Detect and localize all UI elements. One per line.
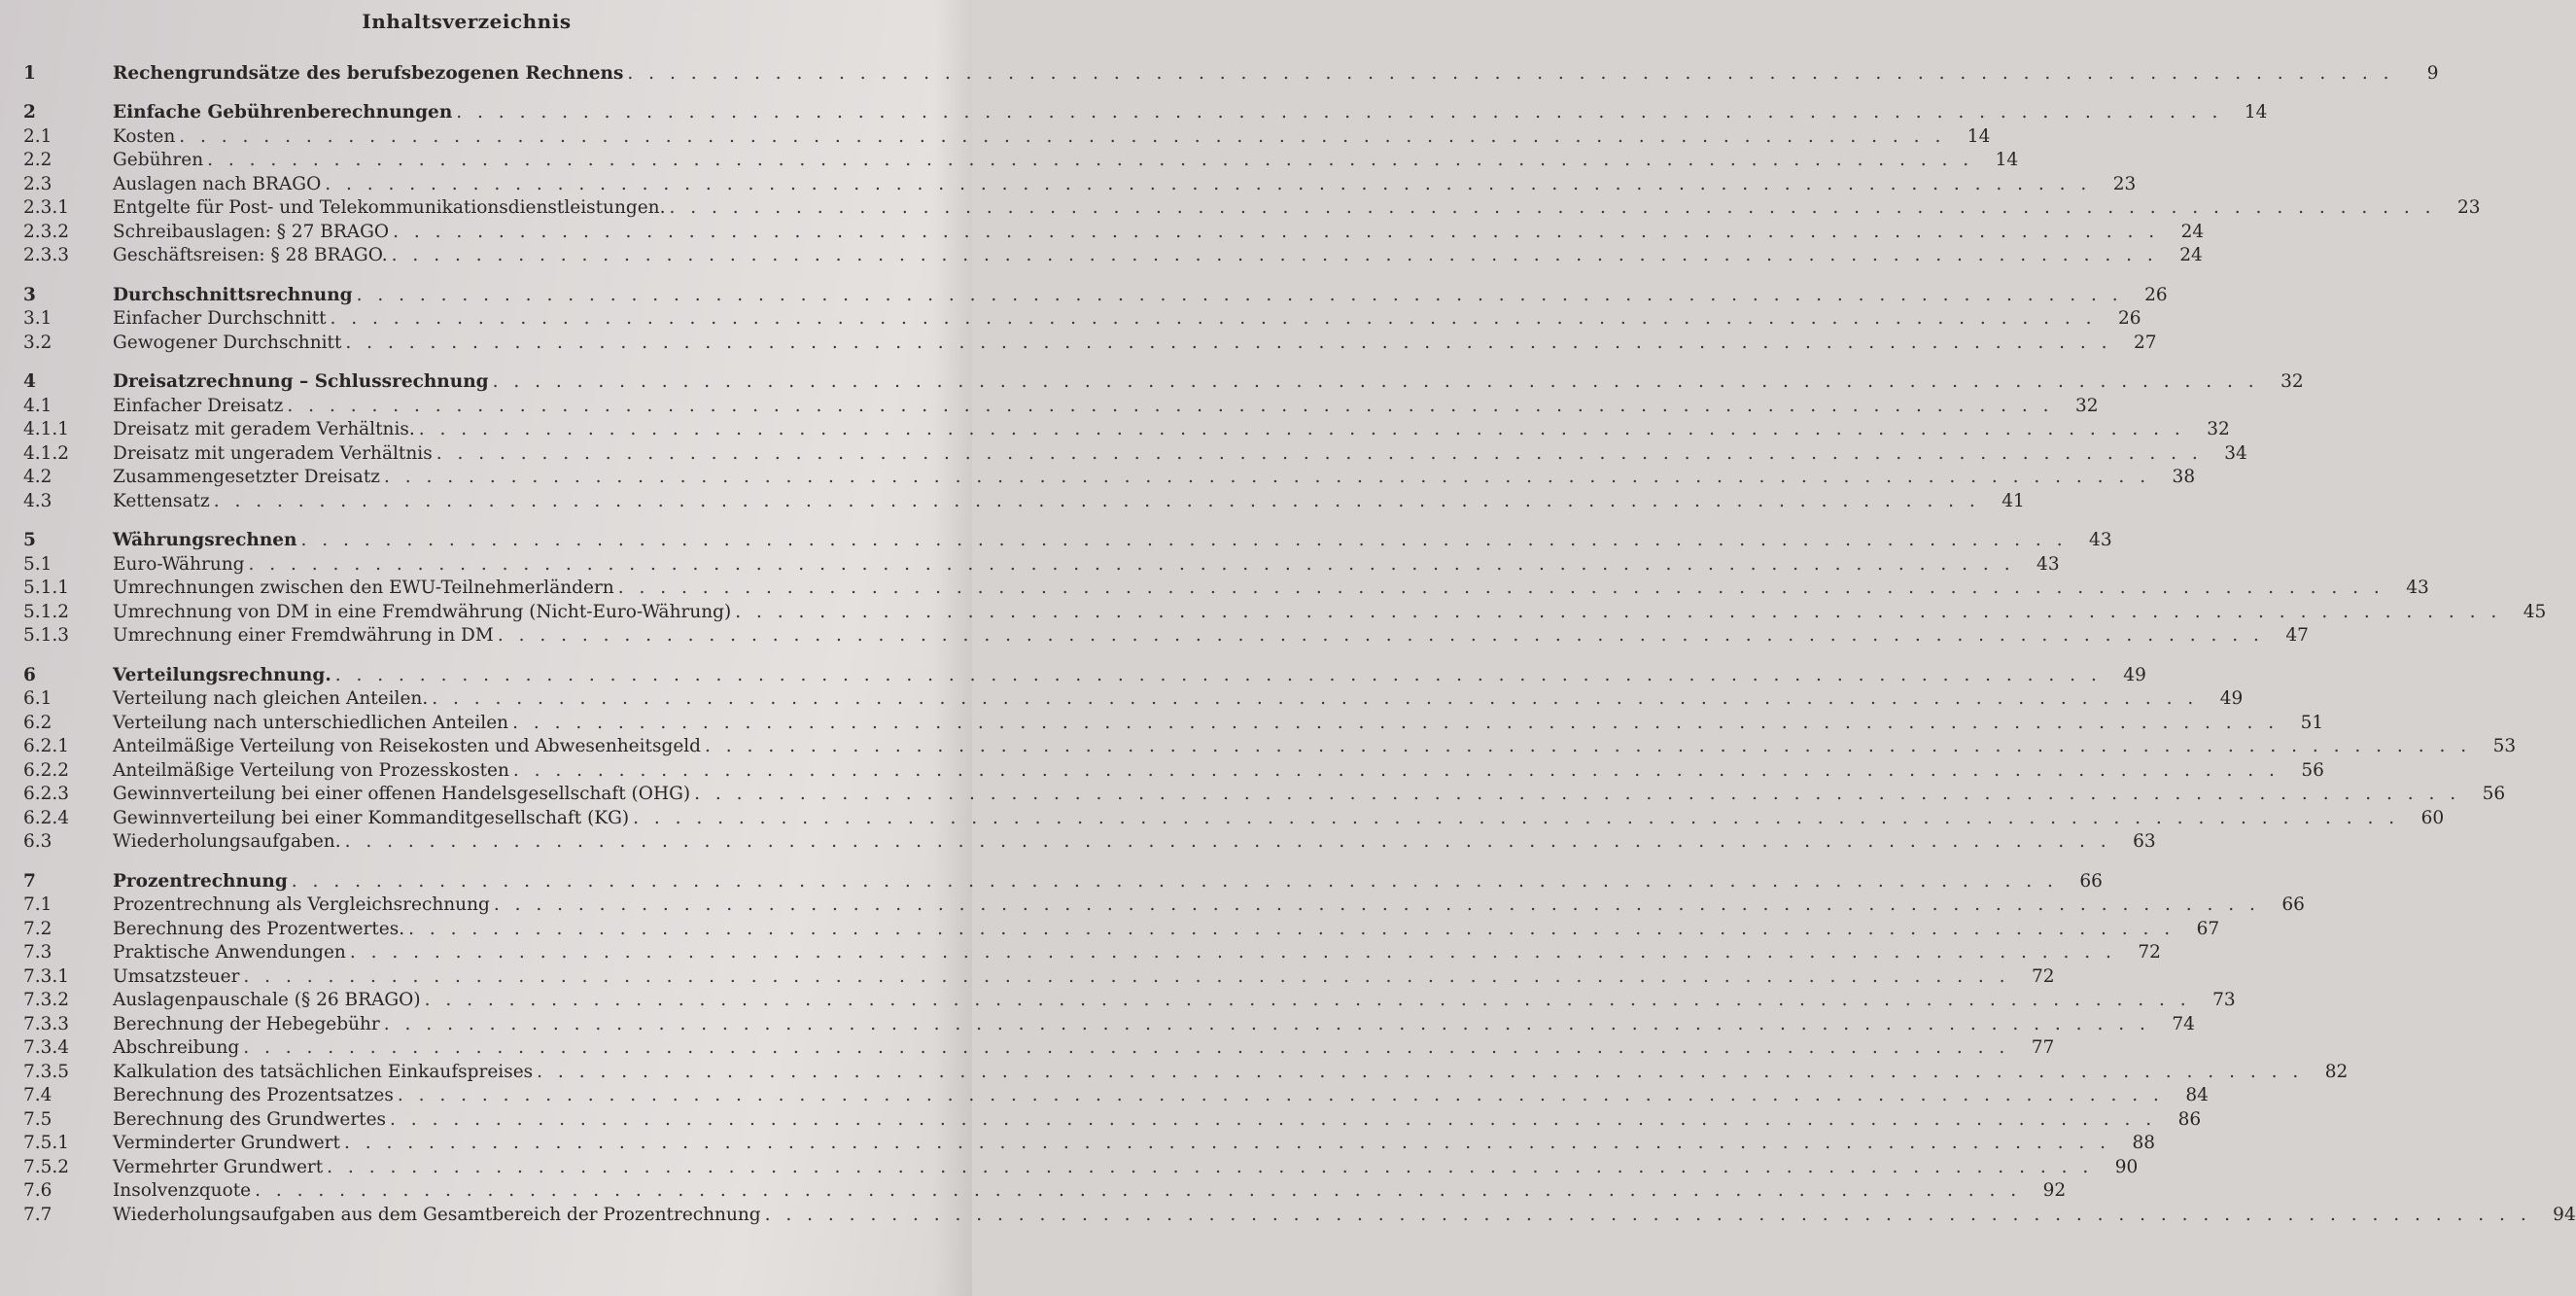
entry-title: Euro-Währung — [113, 553, 245, 575]
toc-entry — [14, 1083, 2209, 1107]
entry-number: 7 — [23, 870, 36, 892]
entry-number: 5.1.2 — [23, 601, 70, 622]
entry-number: 4 — [23, 371, 36, 392]
toc-entry — [14, 1154, 2139, 1178]
entry-page-number: 32 — [2280, 371, 2304, 392]
entry-title: Berechnung des Prozentwertes. — [113, 918, 405, 939]
entry-page-number: 82 — [2324, 1061, 2349, 1082]
entry-page-number: 51 — [2300, 712, 2324, 733]
entry-number: 2.3 — [23, 173, 52, 194]
dot-leader — [175, 126, 1945, 148]
toc-entry — [14, 757, 2324, 782]
entry-page-number: 94 — [2553, 1204, 2576, 1225]
toc-entry — [14, 440, 2247, 465]
page-title: Inhaltsverzeichnis — [362, 10, 572, 33]
toc-chapter-entry — [14, 662, 2146, 686]
dot-leader — [331, 665, 2102, 686]
entry-title: Abschreibung — [113, 1037, 240, 1058]
toc-chapter-entry — [14, 868, 2103, 893]
entry-title: Prozentrechnung als Vergleichsrechnung — [113, 894, 490, 915]
dot-leader — [346, 942, 2116, 963]
toc-entry — [14, 988, 2236, 1012]
entry-page-number: 90 — [2114, 1156, 2139, 1177]
dot-leader — [389, 222, 2159, 243]
dot-leader — [327, 308, 2097, 330]
entry-title: Wiederholungsaufgaben. — [113, 831, 341, 852]
dot-leader — [731, 602, 2501, 623]
entry-number: 1 — [23, 62, 36, 84]
dot-leader — [394, 1085, 2164, 1106]
entry-page-number: 14 — [1995, 150, 2019, 170]
toc-section — [14, 868, 2576, 1226]
entry-page-number: 72 — [2138, 942, 2161, 963]
dot-leader — [239, 966, 2009, 988]
entry-number: 7.5.2 — [23, 1156, 70, 1177]
dot-leader — [701, 736, 2471, 757]
entry-number: 3.1 — [23, 308, 52, 329]
entry-page-number: 41 — [2002, 490, 2025, 511]
dot-leader — [415, 419, 2185, 440]
entry-title: Dreisatz mit geradem Verhältnis. — [113, 419, 415, 439]
toc-entry — [14, 148, 2019, 172]
entry-number: 6.2 — [23, 712, 52, 733]
dot-leader — [690, 784, 2460, 805]
toc-entry — [14, 219, 2205, 243]
toc-entry — [14, 599, 2547, 623]
toc-chapter-entry — [14, 282, 2168, 306]
entry-number: 2.2 — [23, 150, 52, 170]
toc-section — [14, 282, 2168, 354]
entry-title: Vermehrter Grundwert — [113, 1156, 324, 1177]
entry-title: Anteilmäßige Verteilung von Reisekosten und Abwesenheitsgeld — [113, 736, 702, 756]
entry-page-number: 23 — [2457, 197, 2481, 218]
entry-title: Einfacher Durchschnitt — [113, 308, 327, 329]
toc-entry — [14, 1178, 2067, 1203]
dot-leader — [251, 1180, 2021, 1202]
entry-page-number: 14 — [2244, 102, 2268, 123]
entry-title: Auslagenpauschale (§ 26 BRAGO) — [113, 990, 421, 1010]
toc-entry — [14, 734, 2517, 758]
entry-title: Verteilungsrechnung. — [113, 664, 331, 685]
toc-entry — [14, 829, 2156, 854]
dot-leader — [623, 63, 2393, 85]
toc-entry — [14, 1202, 2576, 1226]
entry-title: Verteilung nach unterschiedlichen Anteilen — [113, 712, 509, 733]
entry-number: 7.3.3 — [23, 1013, 70, 1034]
dot-leader — [614, 578, 2385, 599]
toc-entry — [14, 1106, 2202, 1131]
entry-page-number: 72 — [2031, 965, 2055, 987]
entry-title: Umrechnung von DM in eine Fremdwährung (Nicht-Euro-Währung) — [113, 601, 732, 622]
entry-title: Insolvenzquote — [113, 1180, 252, 1201]
toc-chapter-entry — [14, 100, 2268, 124]
toc-section — [14, 369, 2304, 512]
entry-page-number: 14 — [1967, 125, 1991, 147]
entry-number: 2.3.1 — [23, 197, 70, 218]
entry-title: Praktische Anwendungen — [113, 942, 346, 963]
entry-number: 7.7 — [23, 1204, 52, 1225]
entry-title: Berechnung des Prozentsatzes — [113, 1085, 394, 1105]
dot-leader — [239, 1037, 2009, 1059]
entry-number: 5.1.1 — [23, 578, 70, 598]
entry-number: 2.3.2 — [23, 221, 70, 242]
toc-entry — [14, 1131, 2156, 1155]
entry-page-number: 67 — [2196, 918, 2220, 939]
entry-page-number: 56 — [2301, 759, 2324, 781]
entry-number: 4.3 — [23, 490, 52, 511]
entry-page-number: 24 — [2179, 245, 2203, 265]
dot-leader — [340, 1133, 2110, 1154]
dot-leader — [665, 197, 2435, 219]
entry-number: 4.2 — [23, 467, 52, 487]
dot-leader — [388, 245, 2158, 266]
entry-title: Anteilmäßige Verteilung von Prozesskosten — [113, 759, 509, 781]
entry-page-number: 66 — [2079, 870, 2103, 892]
entry-title: Entgelte für Post- und Telekommunikationsdienstleistungen. — [113, 197, 666, 218]
dot-leader — [245, 554, 2015, 576]
entry-page-number: 45 — [2523, 601, 2547, 622]
dot-leader — [494, 625, 2264, 647]
entry-title: Berechnung des Grundwertes — [113, 1108, 387, 1130]
toc-entry — [14, 686, 2244, 711]
entry-title: Dreisatzrechnung – Schlussrechnung — [113, 371, 489, 392]
toc-entry — [14, 782, 2506, 806]
entry-title: Gewinnverteilung bei einer Kommanditgesellschaft (KG) — [113, 807, 630, 828]
toc-section — [14, 528, 2547, 648]
entry-page-number: 56 — [2482, 784, 2506, 804]
dot-leader — [421, 990, 2191, 1011]
entry-number: 7.2 — [23, 918, 52, 939]
entry-number: 6.1 — [23, 688, 52, 709]
entry-title: Umsatzsteuer — [113, 965, 240, 987]
entry-title: Kosten — [113, 125, 176, 147]
toc-entry — [14, 195, 2481, 220]
entry-title: Durchschnittsrechnung — [113, 284, 353, 305]
dot-leader — [353, 285, 2123, 306]
entry-page-number: 34 — [2224, 442, 2247, 464]
entry-page-number: 86 — [2177, 1108, 2202, 1130]
dot-leader — [386, 1109, 2156, 1131]
entry-title: Verteilung nach gleichen Anteilen. — [113, 688, 429, 709]
toc-entry — [14, 710, 2324, 734]
entry-page-number: 24 — [2180, 221, 2205, 242]
entry-number: 7.5 — [23, 1108, 52, 1130]
toc-entry — [14, 963, 2055, 988]
entry-title: Kalkulation des tatsächlichen Einkaufspreises — [113, 1061, 534, 1082]
dot-leader — [404, 919, 2175, 940]
toc-entry — [14, 576, 2429, 600]
entry-number: 5.1.3 — [23, 625, 70, 646]
entry-number: 7.1 — [23, 894, 52, 915]
entry-title: Dreisatz mit ungeradem Verhältnis — [113, 442, 433, 464]
toc-entry — [14, 306, 2141, 331]
toc-entry — [14, 243, 2203, 267]
entry-title: Umrechnungen zwischen den EWU-Teilnehmerländern — [113, 578, 614, 598]
dot-leader — [380, 1014, 2150, 1035]
entry-page-number: 26 — [2118, 308, 2141, 329]
toc-entry — [14, 417, 2230, 441]
dot-leader — [341, 831, 2111, 853]
dot-leader — [428, 688, 2198, 710]
dot-leader — [380, 467, 2150, 488]
entry-page-number: 49 — [2123, 664, 2146, 685]
entry-page-number: 63 — [2133, 831, 2156, 852]
entry-page-number: 84 — [2185, 1085, 2209, 1105]
dot-leader — [489, 371, 2259, 393]
dot-leader — [533, 1062, 2303, 1083]
toc-entry — [14, 893, 2305, 917]
entry-page-number: 92 — [2042, 1180, 2067, 1201]
toc-entry — [14, 465, 2196, 489]
entry-number: 7.3.5 — [23, 1061, 70, 1082]
toc-chapter-entry — [14, 369, 2304, 394]
dot-leader — [508, 713, 2279, 734]
entry-page-number: 43 — [2406, 578, 2429, 598]
entry-number: 5.1 — [23, 553, 52, 575]
entry-title: Einfache Gebührenberechnungen — [113, 102, 453, 123]
entry-page-number: 47 — [2285, 625, 2309, 646]
dot-leader — [210, 491, 1980, 512]
dot-leader — [490, 894, 2260, 916]
entry-number: 2.1 — [23, 125, 52, 147]
entry-number: 5 — [23, 530, 36, 550]
entry-page-number: 38 — [2172, 467, 2196, 487]
entry-page-number: 49 — [2219, 688, 2244, 709]
entry-title: Zusammengesetzter Dreisatz — [113, 467, 381, 487]
entry-title: Einfacher Dreisatz — [113, 395, 284, 416]
dot-leader — [433, 443, 2203, 465]
entry-page-number: 53 — [2492, 736, 2517, 756]
toc-entry — [14, 1059, 2349, 1083]
entry-title: Berechnung der Hebegebühr — [113, 1013, 380, 1034]
toc-entry — [14, 916, 2220, 940]
toc-entry — [14, 393, 2099, 417]
dot-leader — [288, 871, 2058, 893]
table-of-contents — [14, 60, 2576, 1242]
dot-leader — [283, 396, 2053, 417]
entry-number: 7.3.4 — [23, 1037, 70, 1058]
toc-entry — [14, 551, 2060, 576]
entry-page-number: 27 — [2133, 332, 2157, 353]
entry-title: Rechengrundsätze des berufsbezogenen Rechnens — [113, 62, 624, 84]
entry-title: Prozentrechnung — [113, 870, 288, 892]
entry-title: Schreibauslagen: § 27 BRAGO — [113, 221, 390, 242]
entry-number: 6.2.4 — [23, 807, 70, 828]
entry-number: 4.1.1 — [23, 419, 70, 439]
entry-number: 4.1.2 — [23, 442, 70, 464]
entry-title: Geschäftsreisen: § 28 BRAGO. — [113, 245, 388, 265]
entry-number: 7.5.1 — [23, 1133, 70, 1153]
entry-title: Kettensatz — [113, 490, 210, 511]
toc-entry — [14, 171, 2137, 195]
dot-leader — [509, 760, 2280, 782]
toc-entry — [14, 488, 2025, 512]
toc-entry — [14, 940, 2161, 964]
entry-page-number: 26 — [2144, 284, 2168, 305]
toc-section — [14, 100, 2481, 267]
entry-title: Umrechnung einer Fremdwährung in DM — [113, 625, 494, 646]
dot-leader — [452, 102, 2222, 123]
entry-title: Verminderter Grundwert — [113, 1133, 340, 1153]
entry-number: 3.2 — [23, 332, 52, 353]
toc-section — [14, 60, 2439, 85]
toc-entry — [14, 805, 2445, 829]
toc-chapter-entry — [14, 60, 2439, 85]
dot-leader — [203, 150, 1973, 171]
entry-page-number: 43 — [2036, 553, 2060, 575]
entry-page-number: 74 — [2172, 1013, 2195, 1034]
toc-entry — [14, 330, 2157, 354]
entry-number: 7.4 — [23, 1085, 52, 1105]
entry-title: Auslagen nach BRAGO — [113, 173, 322, 194]
dot-leader — [341, 333, 2111, 354]
entry-title: Währungsrechnen — [113, 530, 297, 550]
dot-leader — [629, 808, 2399, 829]
entry-page-number: 60 — [2420, 807, 2445, 828]
entry-number: 6.2.1 — [23, 736, 70, 756]
entry-title: Gewinnverteilung bei einer offenen Handelsgesellschaft (OHG) — [113, 784, 691, 804]
entry-title: Gebühren — [113, 150, 204, 170]
entry-page-number: 66 — [2281, 894, 2305, 915]
entry-number: 4.1 — [23, 395, 52, 416]
toc-section — [14, 662, 2517, 853]
entry-number: 7.3 — [23, 942, 52, 963]
toc-entry — [14, 1035, 2055, 1060]
entry-page-number: 23 — [2112, 173, 2137, 194]
entry-number: 3 — [23, 284, 36, 305]
entry-number: 6 — [23, 664, 36, 685]
entry-number: 7.6 — [23, 1180, 52, 1201]
entry-number: 6.2.2 — [23, 759, 70, 781]
entry-page-number: 73 — [2212, 990, 2236, 1010]
entry-title: Gewogener Durchschnitt — [113, 332, 342, 353]
entry-title: Wiederholungsaufgaben aus dem Gesamtbereich der Prozentrechnung — [113, 1204, 761, 1225]
dot-leader — [323, 1157, 2093, 1178]
entry-page-number: 88 — [2132, 1133, 2156, 1153]
entry-page-number: 9 — [2426, 62, 2439, 84]
entry-page-number: 43 — [2089, 530, 2112, 550]
dot-leader — [321, 174, 2091, 195]
entry-number: 7.3.2 — [23, 990, 70, 1010]
toc-entry — [14, 623, 2309, 648]
entry-number: 6.2.3 — [23, 784, 70, 804]
entry-page-number: 32 — [2207, 419, 2230, 439]
entry-number: 7.3.1 — [23, 965, 70, 987]
entry-number: 2 — [23, 102, 36, 123]
entry-page-number: 32 — [2074, 395, 2099, 416]
entry-number: 6.3 — [23, 831, 52, 852]
toc-entry — [14, 1011, 2195, 1035]
entry-page-number: 77 — [2031, 1037, 2055, 1058]
entry-number: 2.3.3 — [23, 245, 70, 265]
toc-chapter-entry — [14, 528, 2112, 552]
toc-entry — [14, 123, 1991, 148]
dot-leader — [761, 1205, 2531, 1226]
dot-leader — [297, 530, 2068, 551]
